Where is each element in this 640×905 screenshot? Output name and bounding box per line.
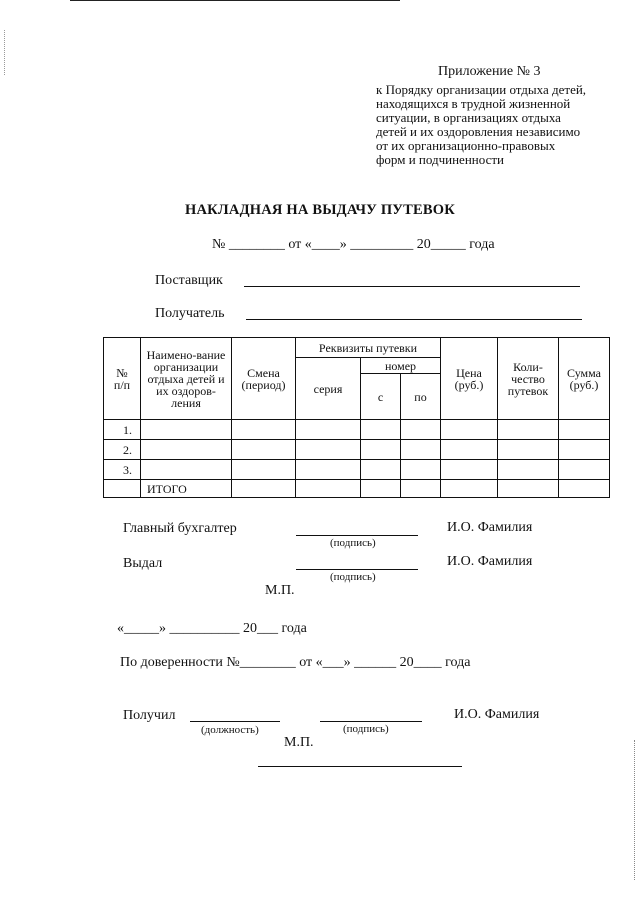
signature-caption: (подпись): [330, 571, 376, 583]
table-cell[interactable]: [441, 440, 498, 460]
row-number: 3.: [104, 460, 141, 480]
signature-caption: (подпись): [343, 723, 389, 735]
table-cell[interactable]: [361, 480, 401, 498]
table-row: [104, 440, 610, 460]
table-cell[interactable]: [361, 420, 401, 440]
header-qty: Коли-чество путевок: [498, 338, 559, 420]
table-cell[interactable]: [141, 460, 232, 480]
row-number: 1.: [104, 420, 141, 440]
header-sum: Сумма (руб.): [559, 338, 610, 420]
table-cell[interactable]: [232, 420, 296, 440]
chief-accountant-label: Главный бухгалтер: [123, 521, 237, 536]
appendix-title: Приложение № 3: [438, 64, 541, 79]
appendix-line: находящихся в трудной жизненной: [376, 96, 571, 111]
table-cell[interactable]: [401, 420, 441, 440]
table-cell[interactable]: [141, 420, 232, 440]
issued-fio: И.О. Фамилия: [447, 554, 533, 569]
header-num: № п/п: [104, 338, 141, 420]
date-line: «_____» __________ 20___ года: [117, 621, 307, 636]
supplier-line[interactable]: [244, 286, 580, 287]
table-cell[interactable]: [559, 420, 610, 440]
recipient-label: Получатель: [155, 306, 225, 321]
table-cell[interactable]: [141, 440, 232, 460]
table-cell[interactable]: [296, 480, 361, 498]
top-border-line: [70, 0, 400, 1]
header-shift: Смена (период): [232, 338, 296, 420]
scan-edge-marks: [4, 30, 7, 75]
table-cell[interactable]: [441, 420, 498, 440]
table-cell[interactable]: [232, 480, 296, 498]
table-cell[interactable]: [498, 440, 559, 460]
header-requisites: Реквизиты путевки: [296, 338, 441, 358]
appendix-line: к Порядку организации отдыха детей,: [376, 82, 587, 97]
total-label: ИТОГО: [141, 480, 232, 498]
table-row: [104, 460, 610, 480]
appendix-line: форм и подчиненности: [376, 152, 504, 167]
table-cell[interactable]: [361, 460, 401, 480]
issued-signature-line[interactable]: [296, 569, 418, 570]
document-number-line: № ________ от «____» _________ 20_____ года: [212, 237, 495, 252]
table-cell[interactable]: [498, 460, 559, 480]
seal-label: М.П.: [284, 735, 314, 750]
table-cell[interactable]: [559, 440, 610, 460]
table-cell: [104, 480, 141, 498]
table-cell[interactable]: [232, 440, 296, 460]
scan-edge-marks-right: [634, 740, 637, 880]
seal-label: М.П.: [265, 583, 295, 598]
received-fio: И.О. Фамилия: [454, 707, 540, 722]
table-cell[interactable]: [559, 480, 610, 498]
table-cell[interactable]: [401, 480, 441, 498]
header-number: номер: [361, 358, 441, 374]
chief-accountant-signature-line[interactable]: [296, 535, 418, 536]
table-row: [104, 420, 610, 440]
document-title: НАКЛАДНАЯ НА ВЫДАЧУ ПУТЕВОК: [185, 202, 455, 218]
issued-label: Выдал: [123, 556, 163, 571]
table-cell[interactable]: [232, 460, 296, 480]
table-cell[interactable]: [498, 420, 559, 440]
table-cell[interactable]: [401, 460, 441, 480]
header-from: с: [361, 374, 401, 420]
header-to: по: [401, 374, 441, 420]
position-caption: (должность): [201, 724, 259, 736]
position-line[interactable]: [190, 721, 280, 722]
table-cell[interactable]: [361, 440, 401, 460]
appendix-description: [376, 83, 616, 167]
signature-caption: (подпись): [330, 537, 376, 549]
closing-line: [258, 766, 462, 767]
table-cell[interactable]: [498, 480, 559, 498]
chief-accountant-fio: И.О. Фамилия: [447, 520, 533, 535]
received-signature-line[interactable]: [320, 721, 422, 722]
appendix-line: детей и их оздоровления независимо: [376, 124, 581, 139]
total-row: [104, 480, 610, 498]
recipient-line[interactable]: [246, 319, 582, 320]
row-number: 2.: [104, 440, 141, 460]
header-name: Наимено-вание организации отдыха детей и их оздоров-ления: [141, 338, 232, 420]
table-cell[interactable]: [296, 460, 361, 480]
header-price: Цена (руб.): [441, 338, 498, 420]
appendix-line: от их организационно-правовых: [376, 138, 556, 153]
table-cell[interactable]: [441, 480, 498, 498]
table-cell[interactable]: [296, 440, 361, 460]
supplier-label: Поставщик: [155, 273, 223, 288]
proxy-line: По доверенности №________ от «___» ______ 20____ года: [120, 655, 471, 670]
vouchers-table: [103, 337, 610, 498]
table-cell[interactable]: [441, 460, 498, 480]
table-cell[interactable]: [296, 420, 361, 440]
table-cell[interactable]: [559, 460, 610, 480]
received-label: Получил: [123, 708, 176, 723]
header-series: серия: [296, 358, 361, 420]
table-cell[interactable]: [401, 440, 441, 460]
appendix-line: ситуации, в организациях отдыха: [376, 110, 561, 125]
